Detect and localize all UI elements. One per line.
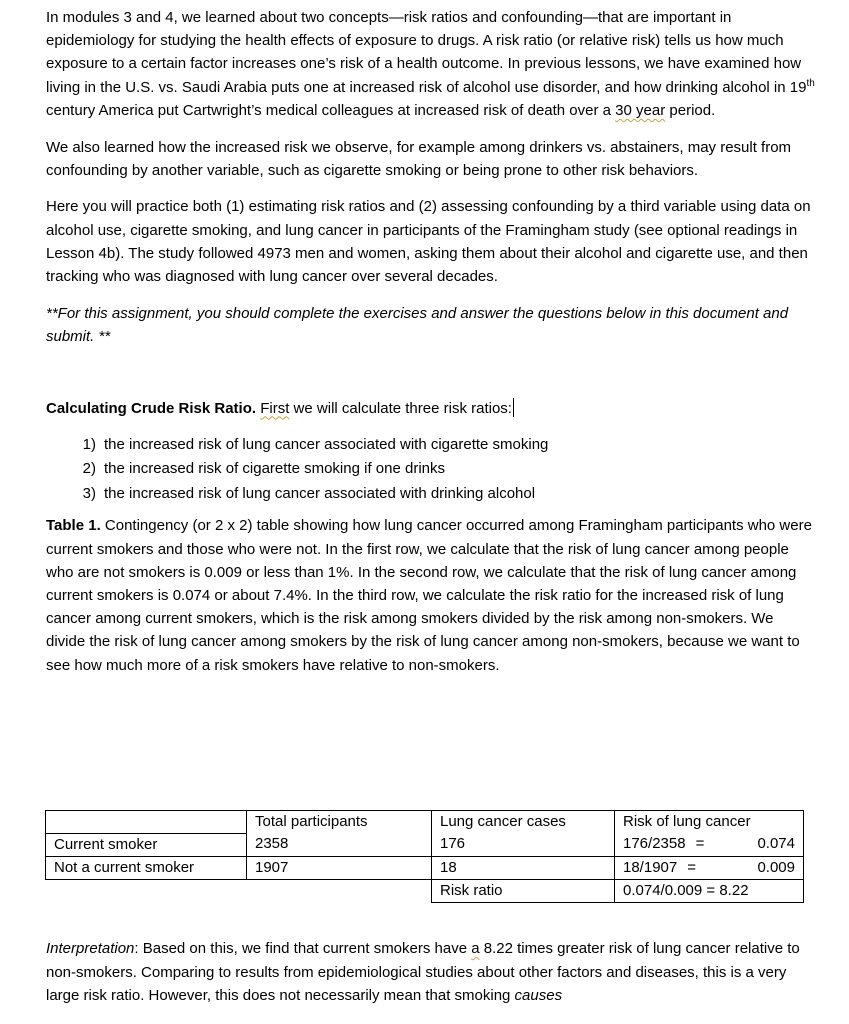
risk-value: 0.074 bbox=[757, 835, 795, 852]
risk-expression: 176/2358 bbox=[623, 835, 686, 852]
list-number: 3) bbox=[82, 484, 96, 502]
section-intro: we will calculate three risk ratios: bbox=[289, 399, 512, 417]
list-item bbox=[46, 482, 816, 507]
interpretation-emphasis: causes bbox=[514, 987, 563, 1004]
risk-ratio-list bbox=[46, 433, 816, 507]
interpretation-paragraph bbox=[46, 937, 816, 1008]
superscript-th: th bbox=[806, 77, 815, 89]
list-item-text: the increased risk of cigarette smoking if one drinks bbox=[104, 460, 445, 478]
table-caption-label: Table 1. bbox=[46, 517, 101, 535]
equals-sign: = bbox=[695, 835, 705, 852]
list-item bbox=[46, 457, 816, 482]
grammar-flag-first[interactable]: First bbox=[260, 399, 290, 417]
table-header-cell: Risk of lung cancer bbox=[615, 811, 804, 834]
section-title: Calculating Crude Risk Ratio. bbox=[46, 399, 257, 417]
table-row bbox=[46, 833, 804, 856]
intro-text-a: In modules 3 and 4, we learned about two concepts—risk ratios and confounding—that are important in epidemiology for studying the health effects of exposure to drugs. A risk ratio (or relative risk) tells us how much exposure to a certain factor increases one’s risk of a health outcome. In previous lessons, we have examined how living in the U.S. vs. Saudi Arabia puts one at increased risk of alcohol use disorder, and how drinking alcohol in 19 bbox=[46, 9, 807, 96]
interpretation-text-b: 8.22 times greater risk of lung cancer relative to non-smokers. Comparing to results from epidemiological studies about other factors and diseases, this is a very large risk ratio. However, this does not necessarily mean that smoking bbox=[46, 940, 800, 1004]
table-cell bbox=[615, 856, 804, 879]
intro-paragraph bbox=[46, 6, 816, 122]
table-cell: 2358 bbox=[247, 833, 432, 856]
table-header-row bbox=[46, 811, 804, 834]
risk-value: 0.009 bbox=[757, 858, 795, 876]
table-cell: Not a current smoker bbox=[46, 856, 247, 879]
table-cell: 176 bbox=[432, 833, 615, 856]
table-header-cell: Total participants bbox=[247, 811, 432, 834]
table-cell bbox=[46, 879, 247, 902]
interpretation-label: Interpretation bbox=[46, 940, 135, 957]
blank-space bbox=[46, 349, 816, 397]
list-item bbox=[46, 433, 816, 458]
table-caption-text: Contingency (or 2 x 2) table showing how lung cancer occurred among Framingham participants who were current smokers and those who were not. In the first row, we calculate that the risk of lung cancer among people who are not smokers is 0.009 or less than 1%. In the second row, we calculate that the risk of lung cancer among current smokers is 0.074 or about 7.4%. In the third row, we calculate the risk ratio for the increased risk of lung cancer among current smokers, which is the risk among smokers divided by the risk among non-smokers. We divide the risk of lung cancer among smokers by the risk of lung cancer among non-smokers, because we want to see how much more of a risk smokers have relative to non-smokers. bbox=[46, 517, 812, 674]
table-cell: 1907 bbox=[247, 856, 432, 879]
table-row bbox=[46, 879, 804, 902]
interpretation-text-a: : Based on this, we find that current smokers have bbox=[134, 940, 472, 957]
table-header-cell: Lung cancer cases bbox=[432, 811, 615, 834]
confounding-paragraph: We also learned how the increased risk we observe, for example among drinkers vs. abstainers, may result from confounding by another variable, such as cigarette smoking or being prone to other risk behaviors. bbox=[46, 139, 792, 180]
list-number: 1) bbox=[82, 435, 96, 453]
list-number: 2) bbox=[82, 460, 96, 478]
intro-text-b: century America put Cartwright’s medical colleagues at increased risk of death over a bbox=[46, 101, 616, 119]
table-caption bbox=[46, 514, 816, 676]
contingency-table bbox=[45, 810, 804, 903]
table-cell bbox=[615, 833, 804, 856]
practice-paragraph: Here you will practice both (1) estimating risk ratios and (2) assessing confounding by a third variable using data on alcohol use, cigarette smoking, and lung cancer in participants of the Framingham study (see optional readings in Lesson 4b). The study followed 4973 men and women, asking them about their alcohol and cigarette use, and then tracking who was diagnosed with lung cancer over several decades. bbox=[46, 198, 811, 286]
risk-ratio-label: Risk ratio bbox=[432, 879, 615, 902]
list-item-text: the increased risk of lung cancer associated with drinking alcohol bbox=[104, 484, 536, 502]
table-row bbox=[46, 856, 804, 879]
list-item-text: the increased risk of lung cancer associated with cigarette smoking bbox=[104, 435, 549, 453]
grammar-flag-30-year[interactable]: 30 year bbox=[615, 101, 666, 119]
section-heading-line bbox=[46, 397, 816, 420]
instruction-paragraph: **For this assignment, you should complete the exercises and answer the questions below in this document and submit. ** bbox=[46, 305, 789, 346]
risk-ratio-value: 0.074/0.009 = 8.22 bbox=[615, 879, 804, 902]
risk-expression: 18/1907 bbox=[623, 858, 678, 876]
table-header-cell bbox=[46, 811, 247, 834]
table-cell: Current smoker bbox=[46, 833, 247, 856]
intro-text-c: period. bbox=[665, 101, 716, 119]
text-cursor bbox=[513, 398, 514, 417]
document-body bbox=[46, 6, 816, 677]
equals-sign: = bbox=[687, 858, 696, 876]
table-cell: 18 bbox=[432, 856, 615, 879]
grammar-flag-a[interactable]: a bbox=[471, 940, 480, 957]
table-cell bbox=[247, 879, 432, 902]
